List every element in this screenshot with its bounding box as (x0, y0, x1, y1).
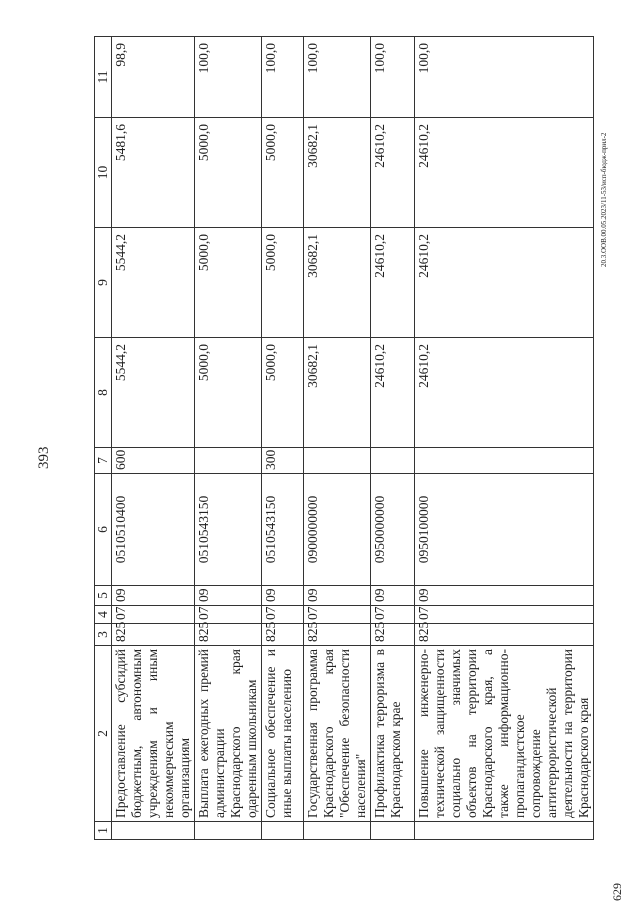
cell-c9: 30682,1 (304, 228, 371, 338)
row-name: Повышение инженерно-технической защищенности социально значимых объектов на территории Краснодарского края, а также информационно-пропагандистское сопровождение антитеррористической деятельности на территории Краснодарского края (415, 646, 594, 822)
cell-c7 (195, 448, 262, 474)
row-name: Профилактика терроризма в Краснодарском крае (371, 646, 415, 822)
cell-c4: 07 (415, 606, 594, 624)
col-header: 9 (95, 228, 112, 338)
cell-c8: 24610,2 (415, 338, 594, 448)
table-row (304, 37, 371, 840)
cell-c7: 300 (262, 448, 304, 474)
cell-c6: 0510510400 (112, 474, 195, 586)
header-row (95, 37, 112, 840)
cell-c11: 100,0 (415, 37, 594, 118)
cell-c5: 09 (195, 586, 262, 606)
cell-c11: 100,0 (371, 37, 415, 118)
cell-c7 (371, 448, 415, 474)
row-name: Социальное обеспечение и иные выплаты населению (262, 646, 304, 822)
cell-c4: 07 (304, 606, 371, 624)
cell-c6: 0510543150 (262, 474, 304, 586)
cell-c11: 98,9 (112, 37, 195, 118)
cell-c7: 600 (112, 448, 195, 474)
cell-c10: 5481,6 (112, 118, 195, 228)
cell-c4: 07 (195, 606, 262, 624)
col-header: 4 (95, 606, 112, 624)
cell-c8: 30682,1 (304, 338, 371, 448)
cell-c4: 07 (371, 606, 415, 624)
cell-c3: 825 (262, 624, 304, 646)
budget-table (94, 36, 594, 840)
row-name: Выплата ежегодных премий администрации Краснодарского края одаренным школьникам (195, 646, 262, 822)
col-header: 3 (95, 624, 112, 646)
cell-c7 (304, 448, 371, 474)
cell-c3: 825 (195, 624, 262, 646)
table-row (112, 37, 195, 840)
row-name: Предоставление субсидий бюджетным, автономным учреждениям и иным некоммерческим организациям (112, 646, 195, 822)
cell-c10: 5000,0 (262, 118, 304, 228)
col-header: 10 (95, 118, 112, 228)
sheet-number: 629 (610, 883, 624, 901)
cell-c5: 09 (112, 586, 195, 606)
cell-c9: 5544,2 (112, 228, 195, 338)
cell-c10: 5000,0 (195, 118, 262, 228)
cell-c8: 5000,0 (195, 338, 262, 448)
cell-c5: 09 (415, 586, 594, 606)
cell-c10: 24610,2 (415, 118, 594, 228)
cell-c4: 07 (112, 606, 195, 624)
cell-c9: 24610,2 (415, 228, 594, 338)
cell-c11: 100,0 (195, 37, 262, 118)
cell-c3: 825 (415, 624, 594, 646)
cell-c11: 100,0 (262, 37, 304, 118)
cell-c9: 5000,0 (195, 228, 262, 338)
col-header: 8 (95, 338, 112, 448)
cell-c5: 09 (371, 586, 415, 606)
col-header: 5 (95, 586, 112, 606)
col-header: 11 (95, 37, 112, 118)
row-name: Государственная программа Краснодарского края "Обеспечение безопасности населения" (304, 646, 371, 822)
cell-c3: 825 (304, 624, 371, 646)
document-stamp: 20.3.OOB.00.05.2023/11-53/исп-бюдж-прил-2 (600, 132, 608, 267)
cell-c6: 0510543150 (195, 474, 262, 586)
table-row (195, 37, 262, 840)
cell-c10: 24610,2 (371, 118, 415, 228)
page-number: 393 (36, 446, 52, 469)
cell-c4: 07 (262, 606, 304, 624)
cell-c6: 0950000000 (371, 474, 415, 586)
cell-c3: 825 (112, 624, 195, 646)
cell-c10: 30682,1 (304, 118, 371, 228)
table-row (371, 37, 415, 840)
col-header: 7 (95, 448, 112, 474)
cell-c8: 5000,0 (262, 338, 304, 448)
cell-c6: 0950100000 (415, 474, 594, 586)
cell-c7 (415, 448, 594, 474)
table-row (415, 37, 594, 840)
cell-c8: 24610,2 (371, 338, 415, 448)
col-header: 6 (95, 474, 112, 586)
cell-c8: 5544,2 (112, 338, 195, 448)
cell-c5: 09 (304, 586, 371, 606)
col-header: 1 (95, 822, 112, 840)
cell-c6: 0900000000 (304, 474, 371, 586)
cell-c9: 24610,2 (371, 228, 415, 338)
cell-c5: 09 (262, 586, 304, 606)
cell-c3: 825 (371, 624, 415, 646)
cell-c9: 5000,0 (262, 228, 304, 338)
table-row (262, 37, 304, 840)
col-header: 2 (95, 646, 112, 822)
cell-c11: 100,0 (304, 37, 371, 118)
